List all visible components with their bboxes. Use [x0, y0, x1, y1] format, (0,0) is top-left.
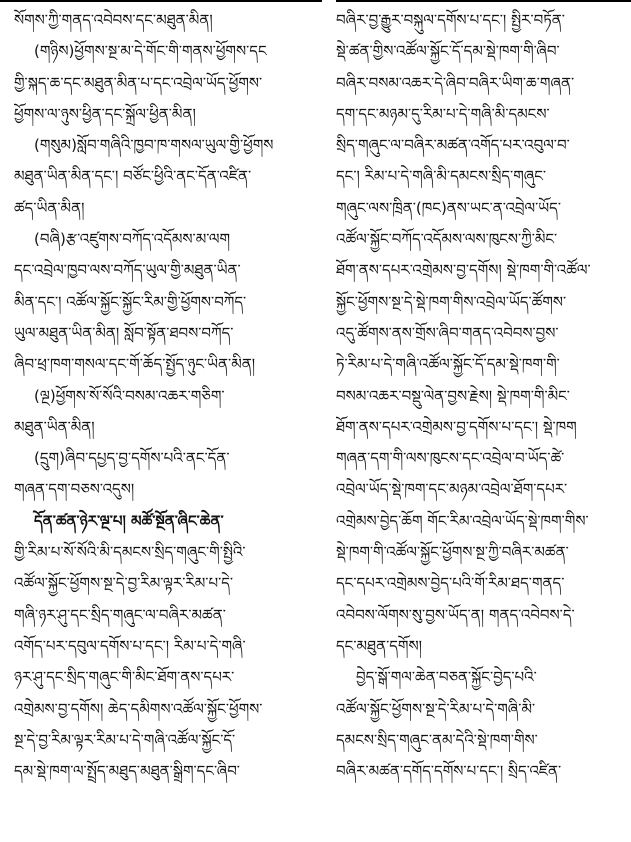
text-line: གཞན་དག་བཅས་འདུས། — [14, 480, 135, 499]
text-line: སྐྱོང་ཕྱོགས་སྔ་དེ་སྡེ་ཁག་གིས་འབྲེལ་ཡོད་ཚོགས་ — [336, 292, 567, 311]
text-line: སྔ་དེ་བྱ་རིམ་ལྟར་རིམ་པ་དེ་གཞི་འཚོལ་སྐྱོང་དོ་ — [14, 730, 236, 749]
text-line: དག་དང་མཉམ་དུ་རིམ་པ་དེ་གཞི་མི་དམངས་ — [336, 104, 550, 123]
text-line: འགོད་པར་དབུལ་དགོས་པ་དང་། རིམ་པ་དེ་གཞི་ — [14, 636, 246, 655]
text-line: གྱི་སྐད་ཆ་དང་མཐུན་མིན་པ་དང་འབྲེལ་ཡོད་ཕྱོགས་ — [14, 73, 263, 92]
text-line: བཞིར་བྱ་རྒྱུར་བསྐུལ་དགོས་པ་དང་། སྤྱིར་བཏོན་ — [336, 11, 565, 29]
text-line: ཏེ་རིམ་པ་དེ་གཞི་འཚོལ་སྐྱོང་དོ་དམ་སྡེ་ཁག་གི་ — [336, 355, 560, 374]
text-line: དམ་སྡེ་ཁག་ལ་སྤྲོད་མཐུད་མཐུན་སྒྲིག་དང་ཞིབ་ — [14, 762, 240, 781]
text-line: འཚོལ་སྐྱོང་ཕྱོགས་སྔ་དེ་བྱ་རིམ་ལྟར་རིམ་པ་དེ་ — [14, 574, 234, 593]
text-line: སྡེ་ཁག་གི་འཚོལ་སྐྱོང་ཕྱོགས་སྔ་ཀྱི་བཞིར་མཚན་ — [336, 543, 569, 562]
text-line: སྲིད་གཞུང་ལ་བཞིར་མཚན་འགོད་པར་འབུལ་བ་ — [336, 136, 570, 155]
text-line: འཚོལ་སྐྱོང་ཕྱོགས་སྔ་དེ་རིམ་པ་དེ་གཞི་མི་ — [336, 699, 536, 718]
text-line: གྱི་རིམ་པ་སོ་སོའི་མི་དམངས་སྲིད་གཞུང་གི་སྤྱིའི་ — [14, 543, 246, 562]
text-line: འབྲེལ་ཡོད་སྡེ་ཁག་དང་མཉམ་འབྲེལ་ཐོག་དཔར་ — [336, 480, 568, 499]
text-line: བསམ་འཆར་བསྡུ་ལེན་བྱས་རྗེས། སྡེ་ཁག་གི་མིང་ — [336, 386, 570, 405]
text-line: དམངས་སྲིད་གཞུང་ནམ་དེའི་སྡེ་ཁག་གིས་ — [336, 730, 538, 749]
text-line: ཞིབ་ཕྲ་ཁག་གསལ་དང་གོ་ཆོད་སྤྱོད་ཉུང་ཡིན་མིན། — [14, 355, 256, 374]
right-text-column — [336, 5, 616, 787]
text-line: འགྲེམས་བྱེད་ཆོག གོང་རིམ་འབྲེལ་ཡོད་སྡེ་ཁག་གིས་ — [336, 511, 589, 530]
text-line: དོན་ཚན་ཉེར་ལྔ་པ། མཚོ་སྔོན་ཞིང་ཆེན་ — [34, 511, 224, 530]
text-line: དང་འབྲེལ་ཁྱབ་ལས་བཀོད་ཡུལ་གྱི་མཐུན་ཡིན་ — [14, 261, 241, 280]
text-line: གཞི་ཉར་ཤུ་དང་སྲིད་གཞུང་ལ་བཞིར་མཚན་ — [14, 605, 226, 624]
text-line: ཉར་ཤུ་དང་སྲིད་གཞུང་གི་མིང་ཐོག་ནས་དཔར་ — [14, 668, 235, 687]
text-line: སྡེ་ཚན་གྱིས་འཚོལ་སྐྱོང་དོ་དམ་སྡེ་ཁག་གི་ཞིབ་ — [336, 42, 560, 61]
text-line: བྱེད་སྒོ་གལ་ཆེན་བཅན་སྐྱོང་བྱེད་པའི་ — [356, 668, 537, 687]
text-line: མཐུན་ཡིན་མིན་དང་། བཙོང་ཕྱིའི་ནང་དོན་འཛིན་ — [14, 167, 252, 186]
text-line: གཞན་དག་གི་ལས་ཁུངས་དང་འབྲེལ་བ་ཡོད་ཚེ་ — [336, 449, 565, 468]
text-line: (བཞི)རྩ་འཛུགས་བཀོད་འདོམས་མ་ལག — [34, 230, 231, 249]
text-line: ཕྱོགས་ལ་ཉུས་ཕྱིན་དང་སྐྲོལ་ཕྱིན་མིན། — [14, 104, 196, 123]
text-line: འབེབས་ལོགས་སུ་བྱས་ཡོད་ན། གནད་འབེབས་དེ་ — [336, 605, 575, 624]
text-line: འཚོལ་སྐྱོང་བཀོད་འདོམས་ལས་ཁུངས་ཀྱི་མིང་ — [336, 230, 558, 249]
text-line: (གཉིས)ཕྱོགས་སྔ་མ་དེ་གོང་གི་གནས་ཕྱོགས་དང — [34, 42, 267, 61]
text-line: དང་དཔར་འགྲེམས་བྱེད་པའི་གོ་རིམ་ཐད་གནད་ — [336, 574, 565, 593]
text-line: འདུ་ཚོགས་ནས་གྲོས་ཞིབ་གནད་འབེབས་བྱས་ — [336, 323, 559, 342]
text-line: བཞིར་བསམ་འཆར་དེ་ཞིབ་བཞིར་ཡིག་ཆ་གཞན་ — [336, 73, 575, 92]
text-line: མཐུན་ཡིན་མིན། — [14, 417, 95, 436]
top-rule-left — [0, 0, 322, 2]
text-line: (གསུམ)སློབ་གཞིའི་ཁྱབ་ཁ་གསལ་ཡུལ་གྱི་ཕྱོགས — [34, 136, 274, 155]
left-text-column — [14, 5, 318, 787]
text-line: ཡུལ་མཐུན་ཡིན་མིན། སློབ་སྟོན་ཐབས་བཀོད་ — [14, 323, 234, 342]
text-line: འགྲེམས་བྱ་དགོས། ཆེད་དམིགས་འཚོལ་སྐྱོང་ཕྱོགས་ — [14, 699, 263, 718]
text-line: ཐོག་ནས་དཔར་འགྲེམས་བྱ་དགོས་པ་དང་། སྡེ་ཁག — [336, 417, 577, 436]
text-line: (དྲུག)ཞིབ་དཔྱད་བྱ་དགོས་པའི་ནང་དོན་ — [34, 449, 230, 468]
text-line: ཚད་ཡིན་མིན། — [14, 198, 85, 217]
text-line: ཐོག་ནས་དཔར་འགྲེམས་བྱ་དགོས། སྡེ་ཁག་གི་འཚོལ་ — [336, 261, 591, 280]
text-line: གཞུང་ལས་ཁྲིན་(ཁང)ནས་ཡང་ན་འབྲེལ་ཡོད་ — [336, 198, 561, 217]
text-line: སོགས་ཀྱི་གནད་འབེབས་དང་མཐུན་མིན། — [14, 11, 213, 29]
text-line: མིན་དང་། འཚོལ་སྐྱོང་སྐྱོང་རིམ་གྱི་ཕྱོགས་བཀོད་ — [14, 292, 247, 311]
text-line: བཞིར་མཚན་དགོད་དགོས་པ་དང་། སྲིད་འཛིན་ — [336, 762, 562, 781]
text-line: དང་མཐུན་དགོས། — [336, 636, 422, 655]
text-line: (ལྔ)ཕྱོགས་སོ་སོའི་བསམ་འཆར་གཅིག་ — [34, 386, 225, 405]
top-rule-right — [336, 0, 631, 2]
text-line: དང་། རིམ་པ་དེ་གཞི་མི་དམངས་སྲིད་གཞུང་ — [336, 167, 547, 186]
